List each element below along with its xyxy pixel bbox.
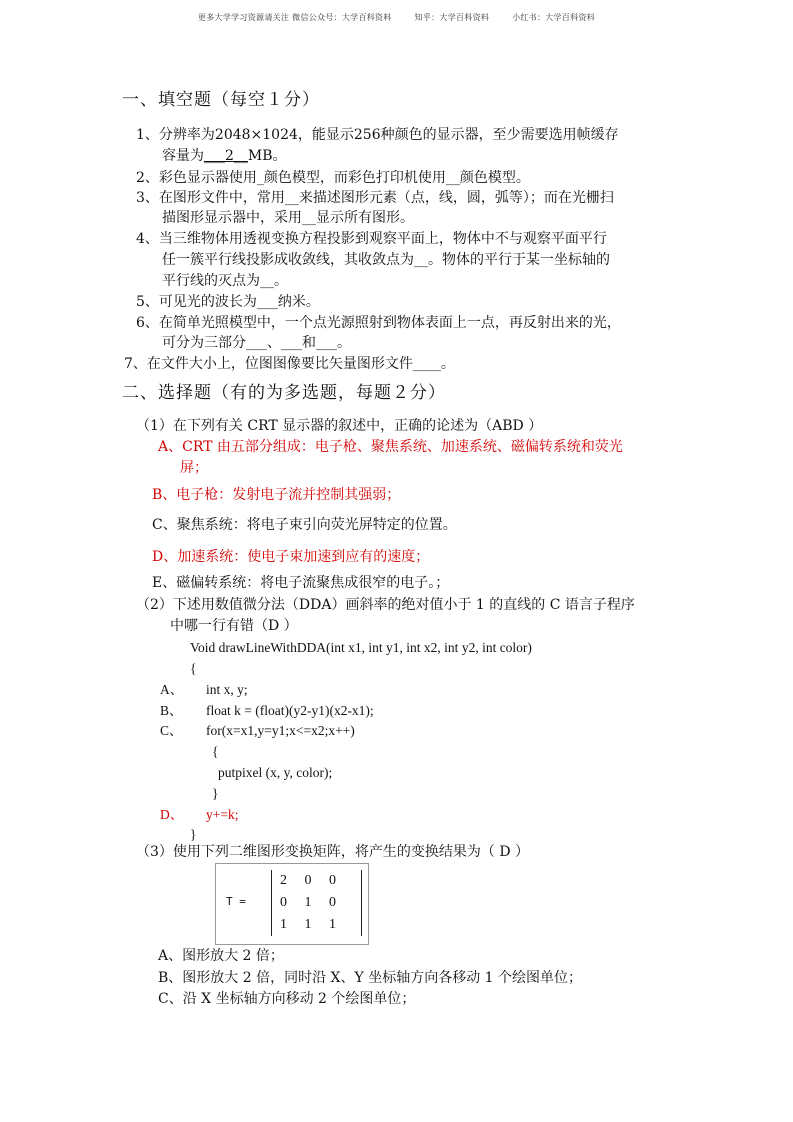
s1-q2: 2、彩色显示器使用_颜色模型，而彩色打印机使用__颜色模型。 — [136, 170, 530, 186]
section1-title: 一、填空题（每空１分） — [122, 90, 320, 110]
s2-q3-option-a: A、图形放大 2 倍； — [158, 948, 284, 964]
s1-q4-line1: 4、当三维物体用透视变换方程投影到观察平面上，物体中不与观察平面平行 — [136, 231, 607, 247]
s2-q1-stem: （1）在下列有关 CRT 显示器的叙述中，正确的论述为（ABD ） — [136, 418, 543, 434]
s1-q4-line2: 任一簇平行线投影成收敛线，其收敛点为__。物体的平行于某一坐标轴的 — [162, 252, 610, 268]
matrix-left-bar — [271, 870, 272, 936]
s2-q3-stem: （3）使用下列二维图形变换矩阵，将产生的变换结果为（ D ） — [136, 844, 530, 860]
code-label-a: A、 — [160, 682, 184, 697]
s1-q5: 5、可见光的波长为___纳米。 — [136, 294, 320, 310]
s2-q1-option-d: D、加速系统：使电子束加速到应有的速度； — [152, 549, 430, 565]
code-label-b: B、 — [160, 703, 183, 718]
s1-q1-prefix: 容量为 — [162, 148, 204, 164]
matrix-row-3: 1 1 1 — [280, 917, 343, 932]
code-open-brace: { — [190, 661, 197, 676]
s2-q1-option-b: B、电子枪：发射电子流并控制其强弱； — [152, 487, 401, 503]
s1-q1-line2 — [162, 147, 287, 165]
code-line-b: float k = (float)(y2-y1)(x2-x1); — [206, 703, 374, 718]
s2-q2-stem-line2: 中哪一行有错（D ） — [170, 618, 298, 634]
matrix-right-bar — [361, 870, 362, 936]
s1-q1-suffix: MB。 — [247, 148, 287, 164]
header-zhihu: 知乎：大学百科资料 — [414, 13, 490, 22]
s1-q6-line2: 可分为三部分___、___和___。 — [162, 335, 351, 351]
header-xiaohongshu: 小红书：大学百科资料 — [512, 13, 596, 22]
s2-q1-option-a-line1: A、CRT 由五部分组成：电子枪、聚焦系统、加速系统、磁偏转系统和荧光 — [158, 439, 623, 455]
code-inner-close: } — [212, 786, 219, 801]
s2-q2-stem-line1: （2）下述用数值微分法（DDA）画斜率的绝对值小于 1 的直线的 C 语言子程序 — [136, 597, 635, 613]
s1-q4-line3: 平行线的灭点为__。 — [162, 273, 288, 289]
s2-q1-option-c: C、聚焦系统：将电子束引向荧光屏特定的位置。 — [152, 517, 457, 533]
code-close-brace: } — [190, 827, 197, 842]
matrix-row-1: 2 0 0 — [280, 873, 343, 888]
transform-matrix-box — [215, 863, 369, 945]
s2-q3-option-c: C、沿 X 坐标轴方向移动 2 个绘图单位； — [158, 991, 416, 1007]
header-wechat: 更多大学学习资源请关注 微信公众号：大学百科资料 — [197, 13, 392, 22]
s1-q3-line1: 3、在图形文件中，常用__来描述图形元素（点，线，圆，弧等）；而在光栅扫 — [136, 190, 614, 206]
section2-title: 二、选择题（有的为多选题，每题２分） — [122, 383, 446, 403]
s2-q1-option-e: E、磁偏转系统：将电子流聚焦成很窄的电子。； — [152, 575, 450, 591]
s1-q7: 7、在文件大小上，位图图像要比矢量图形文件____。 — [124, 356, 455, 372]
s2-q3-option-b: B、图形放大 2 倍，同时沿 X、Y 坐标轴方向各移动 1 个绘图单位； — [158, 970, 583, 986]
s2-q1-option-a-line2: 屏； — [180, 460, 208, 476]
code-label-d: D、 — [160, 807, 184, 822]
code-line-a: int x, y; — [206, 682, 248, 697]
matrix-label: T = — [226, 895, 246, 908]
code-signature: Void drawLineWithDDA(int x1, int y1, int x2, int y2, int color) — [190, 640, 532, 655]
page-header — [0, 12, 793, 23]
matrix-row-2: 0 1 0 — [280, 895, 343, 910]
code-line-d: y+=k; — [206, 807, 239, 822]
s1-q6-line1: 6、在简单光照模型中，一个点光源照射到物体表面上一点，再反射出来的光， — [136, 315, 621, 331]
code-label-c: C、 — [160, 723, 183, 738]
code-putpixel: putpixel (x, y, color); — [218, 765, 333, 780]
code-line-c: for(x=x1,y=y1;x<=x2;x++) — [206, 723, 355, 738]
code-inner-open: { — [212, 744, 219, 759]
s1-q1-line1: 1、分辨率为2048×1024，能显示256种颜色的显示器，至少需要选用帧缓存 — [136, 127, 619, 143]
s1-q3-line2: 描图形显示器中，采用__显示所有图形。 — [162, 210, 414, 226]
s1-q1-answer: ___2__ — [204, 148, 248, 164]
